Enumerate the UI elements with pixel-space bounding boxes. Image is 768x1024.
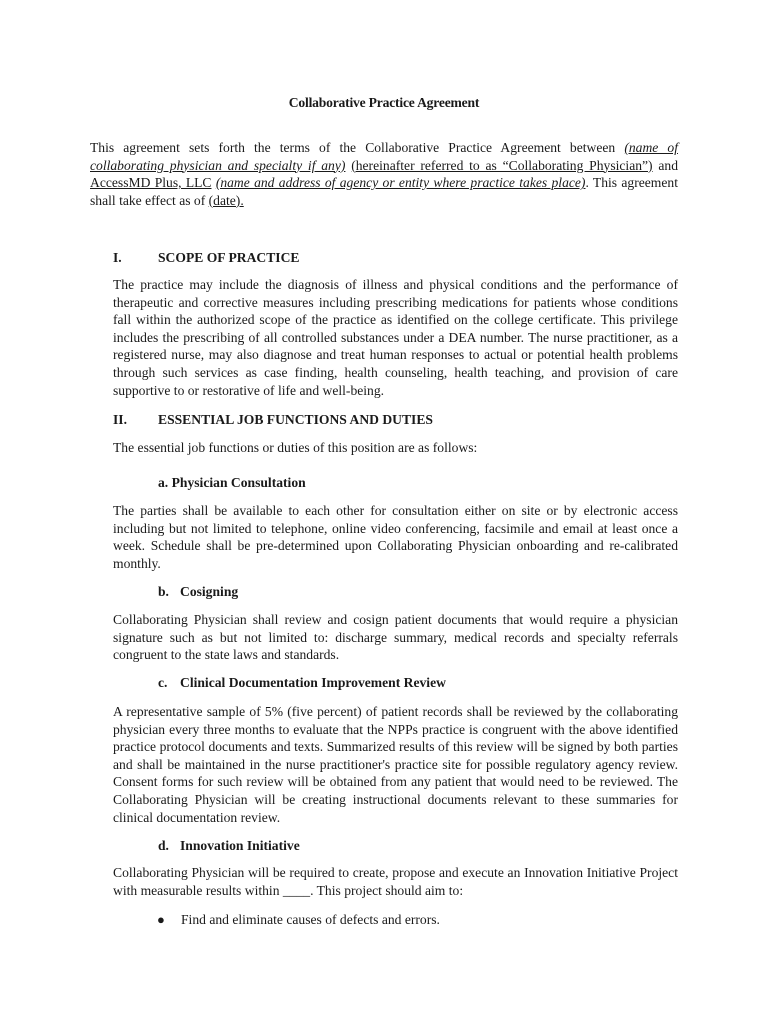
intro-paragraph (90, 139, 678, 209)
subsection-a-body: The parties shall be available to each other for consultation either on site or by electronic access including but not limited to telephone, online video conferencing, facsimile and email at least once a week. Schedule shall be pre-determined upon Collaborating Physician onboarding and re-calibrated monthly. (113, 503, 678, 571)
hereinafter-clause: (hereinafter referred to as “Collaborating Physician”) (351, 157, 653, 173)
company-name: AccessMD Plus, LLC (90, 175, 212, 191)
agency-address-placeholder: (name and address of agency or entity where practice takes place) (215, 175, 586, 191)
subsection-b-letter: b. (158, 584, 169, 599)
bullet-icon: ● (157, 912, 165, 927)
bullet-text: Find and eliminate causes of defects and errors. (181, 912, 440, 927)
document-title: Collaborative Practice Agreement (288, 95, 480, 110)
subsection-a-title: Physician Consultation (171, 475, 306, 490)
subsection-d-letter: d. (158, 838, 169, 853)
subsection-d-heading (158, 837, 300, 855)
subsection-b-body: Collaborating Physician shall review and cosign patient documents that would require a physician signature such as but not limited to: discharge summary, medical records and specialty referrals congruent to the state laws and standards. (113, 612, 678, 663)
section-2-number: II. (113, 412, 127, 427)
subsection-b-heading (158, 583, 238, 601)
subsection-c-heading (158, 674, 446, 692)
section-1-body: The practice may include the diagnosis of illness and physical conditions and the performance of therapeutic and corrective measures including prescribing medications for patients whose conditions fall within the authorized scope of the practice as identified on the college certificate. This privilege includes the prescribing of all controlled substances under a DEA number. The nurse practitioner, as a registered nurse, may also diagnose and treat human responses to actual or potential health problems through such services as case finding, health counseling, health teaching, and provision of care supportive to or restorative of life and well-being. (113, 277, 678, 398)
intro-text: This agreement sets forth the terms of the Collaborative Practice Agreement between (90, 140, 625, 155)
subsection-c-body: A representative sample of 5% (five percent) of patient records shall be reviewed by the collaborating physician every three months to evaluate that the NPPs practice is congruent with the above identified practice protocol documents and texts. Summarized results of this review will be signed by both parties and shall be maintained in the nurse practitioner's practice site for possible regulatory agency review. Consent forms for such review will be obtained from any patient that would need to be reviewed. The Collaborating Physician will be creating instructional documents relevant to these summaries for clinical documentation review. (113, 704, 678, 825)
section-1-number: I. (113, 250, 122, 265)
section-2-body: The essential job functions or duties of this position are as follows: (113, 440, 478, 455)
subsection-b-title: Cosigning (180, 584, 239, 599)
date-placeholder: (date). (208, 192, 244, 208)
physician-name-placeholder: (name of collaborating physician and specialty if any) (90, 140, 678, 173)
subsection-d-title: Innovation Initiative (180, 838, 300, 853)
section-2-title: ESSENTIAL JOB FUNCTIONS AND DUTIES (158, 412, 433, 427)
subsection-a-letter: a. (158, 475, 169, 490)
subsection-a-heading (158, 474, 306, 492)
intro-and: and (652, 157, 678, 173)
subsection-d-body: Collaborating Physician will be required to create, propose and execute an Innovation Initiative Project with measurable results within ____. This project should aim to: (113, 865, 678, 898)
intro-effective: . This agreement shall take effect as of (90, 175, 678, 208)
subsection-c-letter: c. (158, 675, 168, 690)
subsection-c-title: Clinical Documentation Improvement Review (180, 675, 446, 690)
section-1-title: SCOPE OF PRACTICE (158, 250, 300, 265)
